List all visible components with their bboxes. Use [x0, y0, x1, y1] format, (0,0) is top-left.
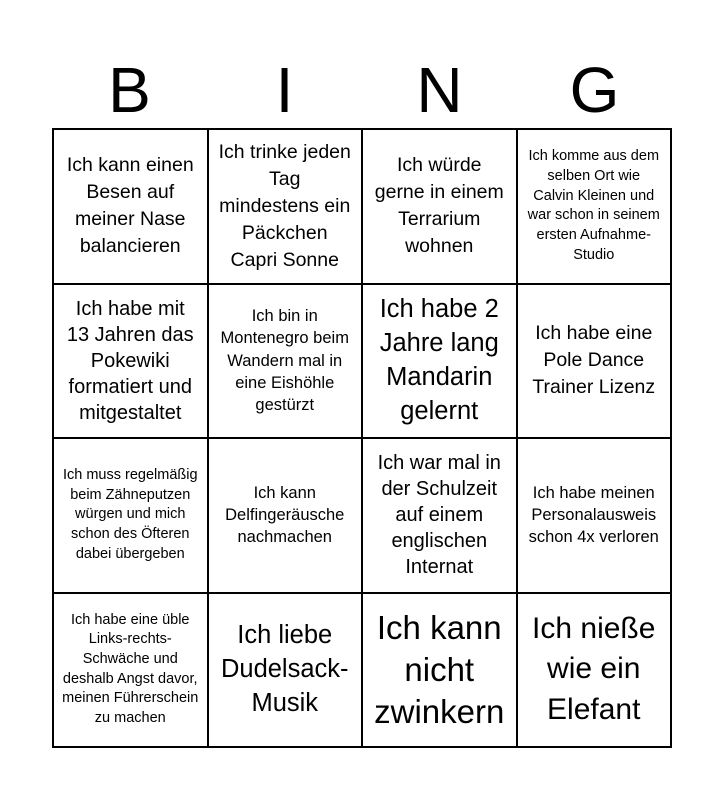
bingo-cell-text: Ich kann nicht zwinkern — [374, 608, 505, 730]
bingo-cell[interactable] — [54, 594, 209, 749]
bingo-cell[interactable] — [363, 439, 518, 594]
bingo-cell-text: Ich kann Delfingeräusche nachmachen — [225, 483, 345, 547]
bingo-cell-text: Ich bin in Montenegro beim Wandern mal in eine Eishöhle gestürzt — [220, 307, 349, 415]
bingo-cell-text: Ich trinke jeden Tag mindestens ein Päckchen Capri Sonne — [218, 140, 351, 271]
header-letter-g: G — [569, 54, 620, 126]
bingo-cell-text: Ich habe eine üble Links-rechts-Schwäche und deshalb Angst davor, meinen Führerschein zu machen — [62, 611, 199, 727]
bingo-cell-text: Ich muss regelmäßig beim Zähneputzen würgen und mich schon des Öfteren dabei übergeben — [62, 466, 198, 562]
bingo-cell[interactable] — [209, 130, 364, 285]
bingo-cell-text: Ich würde gerne in einem Terrarium wohnen — [374, 154, 504, 258]
bingo-cell[interactable] — [518, 285, 673, 440]
bingo-cell-text: Ich habe mit 13 Jahren das Pokewiki formatiert und mitgestaltet — [66, 297, 194, 424]
bingo-cell-text: Ich war mal in der Schulzeit auf einem englischen Internat — [377, 452, 501, 579]
bingo-cell[interactable] — [54, 130, 209, 285]
header-letter-b: B — [108, 54, 151, 126]
bingo-cell[interactable] — [363, 285, 518, 440]
bingo-cell[interactable] — [518, 439, 673, 594]
bingo-cell[interactable] — [363, 130, 518, 285]
bingo-cell-text: Ich nieße wie ein Elefant — [532, 611, 656, 727]
bingo-cell-text: Ich habe meinen Personalausweis schon 4x verloren — [528, 483, 659, 547]
bingo-cell[interactable] — [363, 594, 518, 749]
header-letter-i: I — [275, 54, 294, 126]
bingo-cell-text: Ich habe eine Pole Dance Trainer Lizenz — [532, 322, 656, 399]
bingo-cell-text: Ich habe 2 Jahre lang Mandarin gelernt — [379, 294, 499, 425]
bingo-cell[interactable] — [518, 594, 673, 749]
bingo-cell-text: Ich kann einen Besen auf meiner Nase balancieren — [66, 154, 194, 258]
bingo-cell-text: Ich komme aus dem selben Ort wie Calvin Kleinen und war schon in seinem ersten Aufnahme-Studio — [527, 148, 660, 263]
bingo-cell[interactable] — [518, 130, 673, 285]
bingo-board — [52, 128, 672, 748]
bingo-cell[interactable] — [209, 439, 364, 594]
bingo-cell[interactable] — [54, 439, 209, 594]
bingo-header — [52, 52, 672, 128]
header-letter-n: N — [416, 54, 463, 126]
bingo-cell-text: Ich liebe Dudelsack-Musik — [220, 620, 349, 717]
bingo-cell[interactable] — [54, 285, 209, 440]
bingo-cell[interactable] — [209, 285, 364, 440]
bingo-cell[interactable] — [209, 594, 364, 749]
